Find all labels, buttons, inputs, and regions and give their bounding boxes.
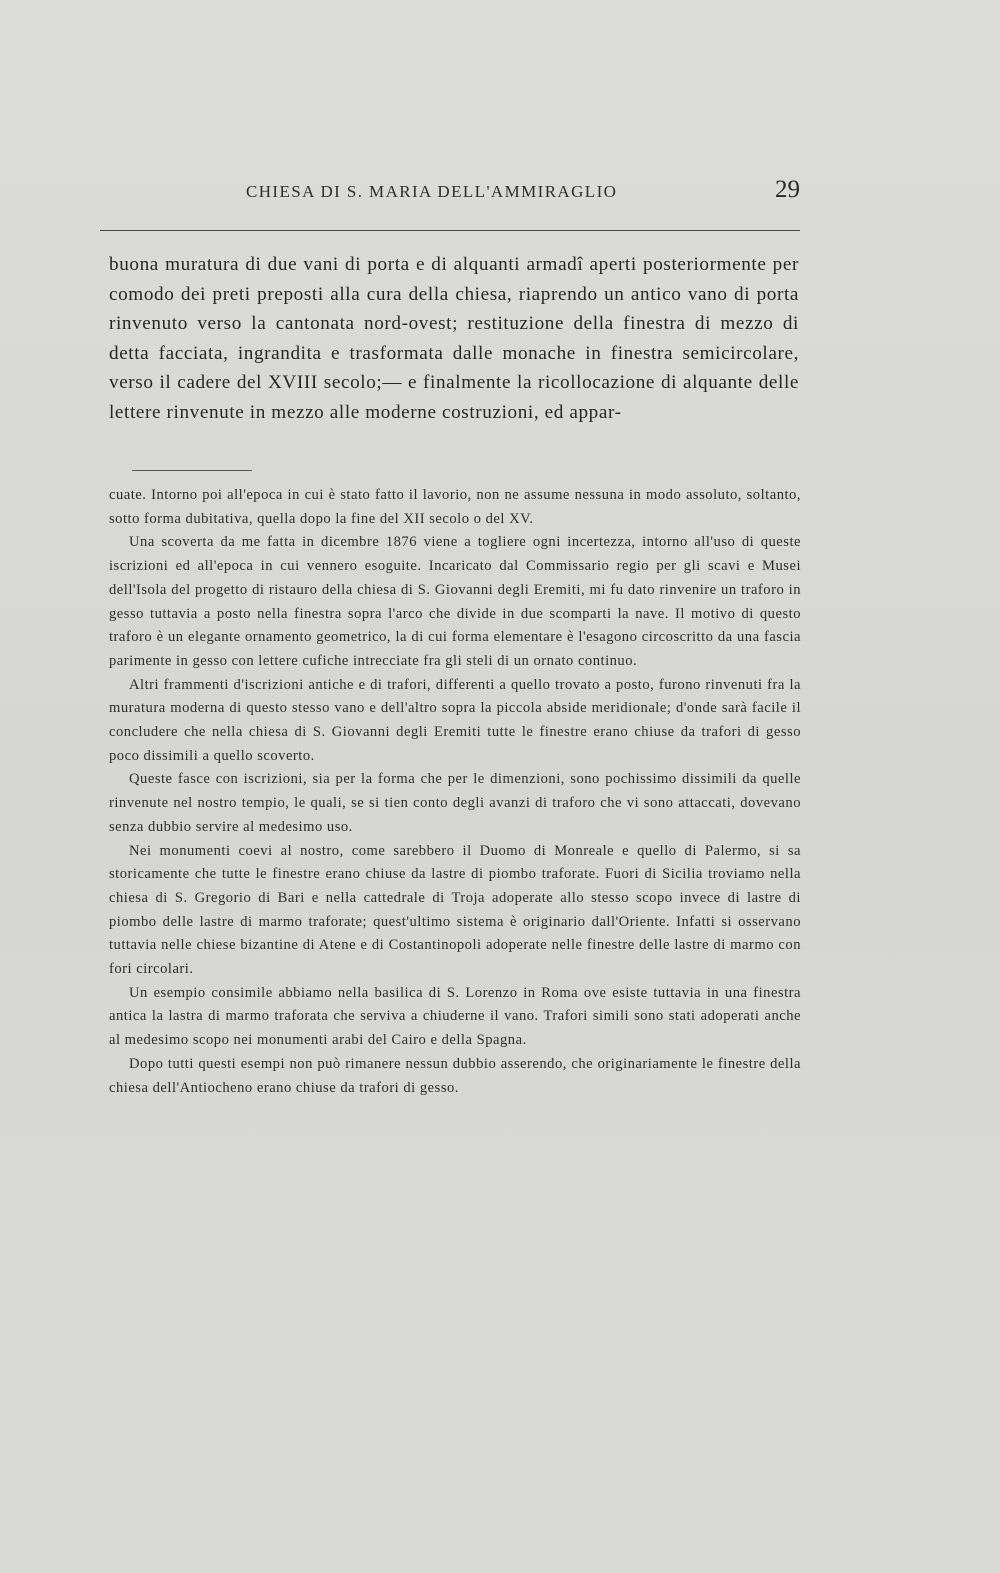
footnotes [109, 484, 801, 1100]
footnote-paragraph: Queste fasce con iscrizioni, sia per la forma che per le dimenzioni, sono pochissimo dissimili da quelle rinvenute nel nostro tempio, le quali, se si tien conto degli avanzi di traforo che vi sono attaccati, dovevano senza dubbio servire al medesimo uso. [109, 771, 801, 835]
footnote-paragraph: Dopo tutti questi esempi non può rimanere nessun dubbio asserendo, che originariamente le finestre della chiesa dell'Antiocheno erano chiuse da trafori di gesso. [109, 1055, 801, 1096]
running-title: CHIESA DI S. MARIA DELL'AMMIRAGLIO [246, 182, 618, 201]
footnote-rule [132, 470, 252, 471]
footnote-paragraph: Una scoverta da me fatta in dicembre 1876 viene a togliere ogni incertezza, intorno all'uso di queste iscrizioni ed all'epoca in cui vennero esoguite. Incaricato dal Commissario regio per gli scavi e Musei dell'Isola del progetto di ristauro della chiesa di S. Giovanni degli Eremiti, mi fu dato rinvenire un traforo in gesso tuttavia a posto nella finestra sopra l'arco che divide in due scomparti la nave. Il motivo di questo traforo è un elegante ornamento geometrico, la di cui forma elementare è l'esagono circoscritto da una fascia parimente in gesso con lettere cufiche intrecciate fra gli steli di un ornato continuo. [109, 534, 801, 669]
main-paragraph: buona muratura di due vani di porta e di alquanti armadî aperti posteriormente per comodo dei preti preposti alla cura della chiesa, riaprendo un antico vano di porta rinvenuto verso la cantonata nord-ovest; restituzione della finestra di mezzo di detta facciata, ingrandita e trasformata dalle monache in finestra semicircolare, verso il cadere del XVIII secolo;— e finalmente la ricollocazione di alquante delle lettere rinvenute in mezzo alle moderne costruzioni, ed appar- [109, 254, 799, 423]
page-number: 29 [775, 176, 800, 203]
page-header [100, 176, 800, 206]
footnote-paragraph: Altri frammenti d'iscrizioni antiche e di trafori, differenti a quello trovato a posto, furono rinvenuti fra la muratura moderna di questo stesso vano e dell'altro sopra la piccola abside meridionale; d'onde sarà facile il concludere che nella chiesa di S. Giovanni degli Eremiti tutte le finestre erano chiuse da trafori di gesso poco dissimili a quello scoverto. [109, 676, 801, 764]
header-rule [100, 230, 800, 231]
footnote-paragraph: Nei monumenti coevi al nostro, come sarebbero il Duomo di Monreale e quello di Palermo, si sa storicamente che tutte le finestre erano chiuse da lastre di piombo traforate. Fuori di Sicilia troviamo nella chiesa di S. Gregorio di Bari e nella cattedrale di Troja adoperate allo stesso scopo invece di lastre di piombo delle lastre di marmo traforate; quest'ultimo sistema è originario dall'Oriente. Infatti si osservano tuttavia nelle chiese bizantine di Atene e di Costantinopoli adoperate nelle finestre delle lastre di marmo con fori circolari. [109, 842, 801, 978]
footnote-paragraph: Un esempio consimile abbiamo nella basilica di S. Lorenzo in Roma ove esiste tuttavia in una finestra antica la lastra di marmo traforata che serviva a chiuderne il vano. Trafori simili sono stati adoperati anche al medesimo scopo nei monumenti arabi del Cairo e della Spagna. [109, 984, 801, 1049]
main-text [109, 250, 799, 427]
footnote-paragraph: cuate. Intorno poi all'epoca in cui è stato fatto il lavorio, non ne assume nessuna in modo assoluto, soltanto, sotto forma dubitativa, quella dopo la fine del XII secolo o del XV. [109, 487, 801, 527]
